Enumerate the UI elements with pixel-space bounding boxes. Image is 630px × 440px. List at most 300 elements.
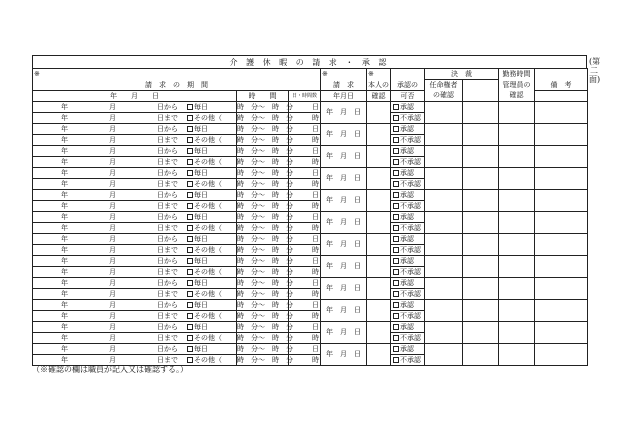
date-m: 月 (109, 168, 116, 177)
date-y: 年 (61, 333, 68, 342)
remarks-cell[interactable] (535, 167, 588, 189)
date-d: 日から (157, 256, 178, 265)
time-from[interactable]: 時 分～ 時 分 (237, 124, 293, 133)
appointer-confirm-cell[interactable] (425, 233, 463, 255)
date-d: 日から (157, 344, 178, 353)
other-checkbox[interactable] (187, 291, 193, 297)
self-confirm-cell[interactable] (367, 167, 391, 189)
approve[interactable] (391, 167, 425, 178)
request-date[interactable]: 年 月 日 (321, 211, 367, 233)
manager-confirm-cell[interactable] (499, 211, 535, 233)
remarks-cell[interactable] (535, 189, 588, 211)
approve-label: 承認 (400, 256, 414, 265)
other-checkbox[interactable] (187, 115, 193, 121)
remarks-cell[interactable] (535, 101, 588, 123)
reject-checkbox[interactable] (393, 137, 399, 143)
time-to[interactable]: 時 分～ 時 分 (237, 289, 293, 298)
approve-checkbox[interactable] (393, 214, 399, 220)
manager-confirm-cell[interactable] (499, 101, 535, 123)
day-count[interactable]: 日 (289, 123, 321, 134)
date-to (33, 112, 243, 123)
other-label: その他（ ） (194, 157, 243, 166)
day-count[interactable]: 日 (289, 145, 321, 156)
date-from (33, 255, 237, 266)
self-confirm-cell[interactable] (367, 123, 391, 145)
date-from (33, 167, 237, 178)
daily-label: 毎日 (194, 212, 208, 221)
appointer-confirm-cell[interactable] (425, 189, 463, 211)
daily-checkbox[interactable] (187, 126, 193, 132)
approve-label: 承認 (400, 102, 414, 111)
date-from (33, 277, 237, 288)
self-confirm-cell[interactable] (367, 299, 391, 321)
hour-count[interactable]: 時 (289, 266, 321, 277)
date-from (33, 123, 237, 134)
hour-count[interactable]: 時 (289, 332, 321, 343)
approval-header: 承認の (391, 80, 425, 91)
self-confirm-cell[interactable] (367, 189, 391, 211)
approve[interactable] (391, 101, 425, 112)
date-y: 年 (61, 168, 68, 177)
reject-checkbox[interactable] (393, 357, 399, 363)
reject-label: 不承認 (400, 289, 421, 298)
date-y: 年 (61, 223, 68, 232)
table-row (33, 189, 588, 200)
date-d: 日から (157, 234, 178, 243)
approve-checkbox[interactable] (393, 280, 399, 286)
manager-confirm-cell[interactable] (499, 145, 535, 167)
request-date[interactable]: 年 月 日 (321, 233, 367, 255)
daily-label: 毎日 (194, 256, 208, 265)
daily-checkbox[interactable] (187, 236, 193, 242)
self-confirm-cell[interactable] (367, 101, 391, 123)
date-m: 月 (109, 234, 116, 243)
decision-blank-cell[interactable] (463, 101, 499, 123)
date-y: 年 (61, 300, 68, 309)
date-d: 日から (157, 168, 178, 177)
request-date[interactable]: 年 月 日 (321, 321, 367, 343)
approve-checkbox[interactable] (393, 170, 399, 176)
leave-request-table (32, 68, 588, 366)
manager-confirm-cell[interactable] (499, 255, 535, 277)
self-confirm-cell[interactable] (367, 145, 391, 167)
date-d: 日から (157, 300, 178, 309)
approve-checkbox[interactable] (393, 302, 399, 308)
hour-count[interactable]: 時 (289, 112, 321, 123)
appointer-confirm-cell[interactable] (425, 299, 463, 321)
day-count[interactable]: 日 (289, 167, 321, 178)
appointer-confirm-cell[interactable] (425, 343, 463, 365)
approve[interactable] (391, 277, 425, 288)
reject-label: 不承認 (400, 135, 421, 144)
daily-label: 毎日 (194, 344, 208, 353)
reject[interactable] (391, 288, 425, 299)
self-confirm-cell[interactable] (367, 211, 391, 233)
time-to[interactable]: 時 分～ 時 分 (237, 355, 293, 364)
decision-blank-cell[interactable] (463, 299, 499, 321)
self-confirm-cell[interactable] (367, 233, 391, 255)
daily-checkbox[interactable] (187, 192, 193, 198)
approve-label: 承認 (400, 234, 414, 243)
date-y: 年 (61, 190, 68, 199)
approve-checkbox[interactable] (393, 192, 399, 198)
date-y: 年 (61, 311, 68, 320)
date-m: 月 (109, 135, 116, 144)
date-d: 日から (157, 212, 178, 221)
reject[interactable] (391, 332, 425, 343)
date-d: 日から (157, 190, 178, 199)
day-count[interactable]: 日 (289, 189, 321, 200)
date-m: 月 (109, 333, 116, 342)
time-from[interactable]: 時 分～ 時 分 (237, 168, 293, 177)
other-checkbox[interactable] (187, 137, 193, 143)
other-label: その他（ ） (194, 267, 243, 276)
time-from[interactable]: 時 分～ 時 分 (237, 256, 293, 265)
time-from[interactable]: 時 分～ 時 分 (237, 278, 293, 287)
reject[interactable] (391, 156, 425, 167)
reject[interactable] (391, 178, 425, 189)
manager-confirm-cell[interactable] (499, 321, 535, 343)
other-label: その他（ ） (194, 289, 243, 298)
reject[interactable] (391, 354, 425, 365)
date-y: 年 (61, 234, 68, 243)
table-row (33, 255, 588, 266)
manager-confirm-cell[interactable] (499, 189, 535, 211)
manager-header-2: 管理員の (499, 80, 535, 91)
table-row (33, 321, 588, 332)
approve-checkbox[interactable] (393, 324, 399, 330)
manager-confirm-cell[interactable] (499, 123, 535, 145)
appointer-confirm-cell[interactable] (425, 277, 463, 299)
reject-checkbox[interactable] (393, 247, 399, 253)
remarks-cell[interactable] (535, 123, 588, 145)
remarks-header: 備 考 (535, 80, 588, 91)
other-label: その他（ ） (194, 355, 243, 364)
approve-label: 承認 (400, 300, 414, 309)
manager-confirm-cell[interactable] (499, 343, 535, 365)
day-count[interactable]: 日 (289, 299, 321, 310)
manager-confirm-cell[interactable] (499, 277, 535, 299)
manager-header-1: 勤務時間 (499, 69, 535, 80)
approve[interactable] (391, 321, 425, 332)
time-from[interactable]: 時 分～ 時 分 (237, 234, 293, 243)
other-checkbox[interactable] (187, 335, 193, 341)
date-m: 月 (109, 322, 116, 331)
appointer-confirm-cell[interactable] (425, 123, 463, 145)
approve-label: 承認 (400, 190, 414, 199)
decision-blank-cell[interactable] (463, 167, 499, 189)
remarks-cell[interactable] (535, 343, 588, 365)
reject-checkbox[interactable] (393, 269, 399, 275)
approve-checkbox[interactable] (393, 236, 399, 242)
day-count[interactable]: 日 (289, 211, 321, 222)
daily-label: 毎日 (194, 124, 208, 133)
decision-blank-cell[interactable] (463, 321, 499, 343)
daily-checkbox[interactable] (187, 170, 193, 176)
decision-blank-cell[interactable] (463, 233, 499, 255)
period-header: 請 求 の 期 間 (33, 80, 321, 91)
time-to[interactable]: 時 分～ 時 分 (237, 135, 293, 144)
manager-confirm-cell[interactable] (499, 299, 535, 321)
daily-checkbox[interactable] (187, 148, 193, 154)
approve-checkbox[interactable] (393, 104, 399, 110)
approve-checkbox[interactable] (393, 346, 399, 352)
day-count[interactable]: 日 (289, 101, 321, 112)
decision-blank-cell[interactable] (463, 255, 499, 277)
reject-label: 不承認 (400, 311, 421, 320)
date-m: 月 (109, 256, 116, 265)
request-date[interactable]: 年 月 日 (321, 343, 367, 365)
time-to[interactable]: 時 分～ 時 分 (237, 267, 293, 276)
request-date[interactable]: 年 月 日 (321, 101, 367, 123)
side-tag: (第二面) (589, 57, 601, 84)
other-checkbox[interactable] (187, 181, 193, 187)
other-label: その他（ ） (194, 113, 243, 122)
day-time-count-header: 日・時間数 (289, 90, 321, 101)
approve[interactable] (391, 343, 425, 354)
decision-blank-cell[interactable] (463, 145, 499, 167)
time-to[interactable]: 時 分～ 時 分 (237, 223, 293, 232)
request-mark: ※ (321, 69, 367, 80)
approve[interactable] (391, 189, 425, 200)
time-to[interactable]: 時 分～ 時 分 (237, 245, 293, 254)
time-header: 時 間 (237, 90, 289, 101)
date-from (33, 233, 237, 244)
reject-checkbox[interactable] (393, 203, 399, 209)
appointer-confirm-cell[interactable] (425, 255, 463, 277)
decision-blank-cell[interactable] (463, 211, 499, 233)
hour-count[interactable]: 時 (289, 178, 321, 189)
date-d: 日まで (157, 311, 178, 320)
approve[interactable] (391, 255, 425, 266)
date-m: 月 (109, 102, 116, 111)
other-checkbox[interactable] (187, 225, 193, 231)
time-from[interactable]: 時 分～ 時 分 (237, 212, 293, 221)
daily-label: 毎日 (194, 278, 208, 287)
appointer-confirm-cell[interactable] (425, 211, 463, 233)
date-y: 年 (61, 344, 68, 353)
hour-count[interactable]: 時 (289, 354, 321, 365)
page-title: 介 護 休 暇 の 請 求 ・ 承 認 (32, 55, 587, 68)
approve[interactable] (391, 211, 425, 222)
day-count[interactable]: 日 (289, 277, 321, 288)
time-to[interactable]: 時 分～ 時 分 (237, 113, 293, 122)
hour-count[interactable]: 時 (289, 200, 321, 211)
daily-label: 毎日 (194, 102, 208, 111)
reject-checkbox[interactable] (393, 181, 399, 187)
reject-label: 不承認 (400, 355, 421, 364)
remarks-cell[interactable] (535, 277, 588, 299)
time-from[interactable]: 時 分～ 時 分 (237, 146, 293, 155)
date-y: 年 (61, 355, 68, 364)
date-y: 年 (61, 201, 68, 210)
approve[interactable] (391, 123, 425, 134)
hour-count[interactable]: 時 (289, 244, 321, 255)
date-y: 年 (61, 278, 68, 287)
reject[interactable] (391, 134, 425, 145)
time-from[interactable]: 時 分～ 時 分 (237, 322, 293, 331)
reject[interactable] (391, 310, 425, 321)
day-count[interactable]: 日 (289, 343, 321, 354)
reject[interactable] (391, 112, 425, 123)
time-to[interactable]: 時 分～ 時 分 (237, 179, 293, 188)
request-date[interactable]: 年 月 日 (321, 189, 367, 211)
day-count[interactable]: 日 (289, 255, 321, 266)
other-checkbox[interactable] (187, 357, 193, 363)
time-to[interactable]: 時 分～ 時 分 (237, 333, 293, 342)
day-count[interactable]: 日 (289, 321, 321, 332)
daily-checkbox[interactable] (187, 104, 193, 110)
table-row (33, 277, 588, 288)
table-row (33, 167, 588, 178)
other-checkbox[interactable] (187, 159, 193, 165)
date-m: 月 (109, 245, 116, 254)
reject-label: 不承認 (400, 223, 421, 232)
approve-label: 承認 (400, 278, 414, 287)
time-from[interactable]: 時 分～ 時 分 (237, 344, 293, 353)
appointer-confirm-cell[interactable] (425, 101, 463, 123)
remarks-cell[interactable] (535, 299, 588, 321)
date-d: 日まで (157, 157, 178, 166)
approve[interactable] (391, 233, 425, 244)
other-checkbox[interactable] (187, 203, 193, 209)
date-to (33, 200, 243, 211)
other-checkbox[interactable] (187, 247, 193, 253)
ymd-header: 年 月 日 (33, 90, 237, 101)
approve-checkbox[interactable] (393, 148, 399, 154)
manager-confirm-cell[interactable] (499, 233, 535, 255)
date-y: 年 (61, 179, 68, 188)
date-d: 日から (157, 124, 178, 133)
self-confirm-cell[interactable] (367, 277, 391, 299)
hour-count[interactable]: 時 (289, 288, 321, 299)
table-row (33, 299, 588, 310)
hour-count[interactable]: 時 (289, 310, 321, 321)
date-d: 日まで (157, 245, 178, 254)
reject[interactable] (391, 244, 425, 255)
daily-checkbox[interactable] (187, 280, 193, 286)
date-m: 月 (109, 201, 116, 210)
date-d: 日まで (157, 333, 178, 342)
approve-label: 承認 (400, 124, 414, 133)
reject-checkbox[interactable] (393, 159, 399, 165)
other-checkbox[interactable] (187, 313, 193, 319)
request-date[interactable]: 年 月 日 (321, 299, 367, 321)
hour-count[interactable]: 時 (289, 156, 321, 167)
request-date[interactable]: 年 月 日 (321, 255, 367, 277)
time-to[interactable]: 時 分～ 時 分 (237, 311, 293, 320)
date-y: 年 (61, 102, 68, 111)
reject[interactable] (391, 266, 425, 277)
reject-checkbox[interactable] (393, 291, 399, 297)
daily-checkbox[interactable] (187, 346, 193, 352)
request-date[interactable]: 年 月 日 (321, 123, 367, 145)
reject-checkbox[interactable] (393, 225, 399, 231)
date-y: 年 (61, 124, 68, 133)
decision-blank-cell[interactable] (463, 277, 499, 299)
hour-count[interactable]: 時 (289, 134, 321, 145)
remarks-cell[interactable] (535, 255, 588, 277)
reject-checkbox[interactable] (393, 335, 399, 341)
reject[interactable] (391, 200, 425, 211)
other-label: その他（ ） (194, 245, 243, 254)
date-d: 日まで (157, 201, 178, 210)
remarks-cell[interactable] (535, 233, 588, 255)
request-header: 請 求 (321, 80, 367, 91)
daily-checkbox[interactable] (187, 302, 193, 308)
approve[interactable] (391, 145, 425, 156)
approve-checkbox[interactable] (393, 258, 399, 264)
time-from[interactable]: 時 分～ 時 分 (237, 102, 293, 111)
approve[interactable] (391, 299, 425, 310)
self-confirm-cell[interactable] (367, 255, 391, 277)
approve-label: 承認 (400, 212, 414, 221)
time-from[interactable]: 時 分～ 時 分 (237, 300, 293, 309)
manager-confirm-cell[interactable] (499, 167, 535, 189)
appointer-confirm-cell[interactable] (425, 167, 463, 189)
period-mark: ※ (33, 69, 321, 80)
date-d: 日まで (157, 267, 178, 276)
remarks-cell[interactable] (535, 321, 588, 343)
table-row (33, 343, 588, 354)
date-d: 日まで (157, 135, 178, 144)
decision-blank-cell[interactable] (463, 189, 499, 211)
daily-checkbox[interactable] (187, 324, 193, 330)
appointer-confirm-cell[interactable] (425, 321, 463, 343)
day-count[interactable]: 日 (289, 233, 321, 244)
other-checkbox[interactable] (187, 269, 193, 275)
date-from (33, 343, 237, 354)
date-m: 月 (109, 267, 116, 276)
decision-blank-cell[interactable] (463, 123, 499, 145)
reject-checkbox[interactable] (393, 313, 399, 319)
approve-checkbox[interactable] (393, 126, 399, 132)
date-to (33, 222, 243, 233)
hour-count[interactable]: 時 (289, 222, 321, 233)
appointer-header: 任命権者 (425, 80, 463, 91)
other-label: その他（ ） (194, 223, 243, 232)
reject-checkbox[interactable] (393, 115, 399, 121)
date-y: 年 (61, 212, 68, 221)
time-to[interactable]: 時 分～ 時 分 (237, 157, 293, 166)
approve-label: 承認 (400, 322, 414, 331)
request-date[interactable]: 年 月 日 (321, 277, 367, 299)
remarks-cell[interactable] (535, 211, 588, 233)
time-from[interactable]: 時 分～ 時 分 (237, 190, 293, 199)
date-to (33, 244, 243, 255)
request-date[interactable]: 年 月 日 (321, 145, 367, 167)
remarks-cell[interactable] (535, 145, 588, 167)
date-to (33, 288, 243, 299)
date-m: 月 (109, 157, 116, 166)
daily-checkbox[interactable] (187, 258, 193, 264)
appointer-confirm-cell[interactable] (425, 145, 463, 167)
date-to (33, 156, 243, 167)
other-label: その他（ ） (194, 333, 243, 342)
reject-label: 不承認 (400, 333, 421, 342)
other-label: その他（ ） (194, 201, 243, 210)
self-confirm-cell[interactable] (367, 343, 391, 365)
daily-checkbox[interactable] (187, 214, 193, 220)
decision-blank-cell[interactable] (463, 343, 499, 365)
request-date[interactable]: 年 月 日 (321, 167, 367, 189)
date-y: 年 (61, 135, 68, 144)
reject[interactable] (391, 222, 425, 233)
self-confirm-cell[interactable] (367, 321, 391, 343)
date-m: 月 (109, 355, 116, 364)
time-to[interactable]: 時 分～ 時 分 (237, 201, 293, 210)
date-from (33, 101, 237, 112)
